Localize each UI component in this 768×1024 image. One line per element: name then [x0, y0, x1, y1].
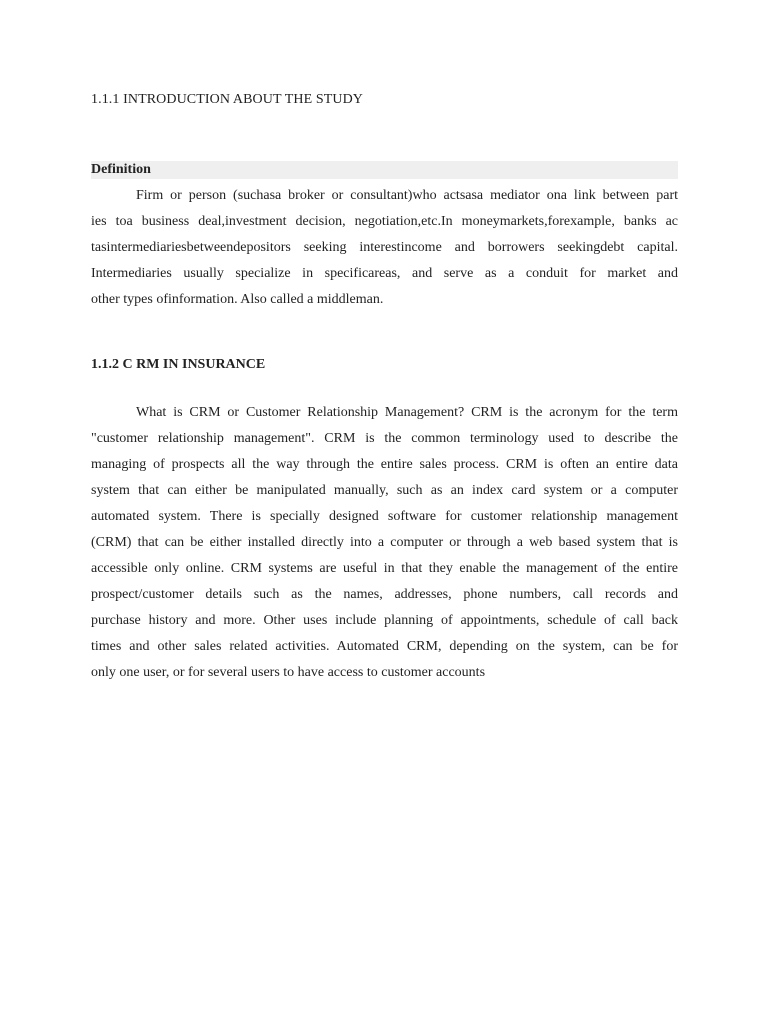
crm-paragraph-line: "customer relationship management". CRM is the common terminology used to describe the: [91, 431, 678, 446]
definition-line: other types ofinformation. Also called a middleman.: [91, 292, 384, 307]
crm-paragraph-line: times and other sales related activities. Automated CRM, depending on the system, can be for: [91, 639, 678, 654]
crm-paragraph-line: accessible only online. CRM systems are useful in that they enable the management of the entire: [91, 561, 678, 576]
definition-line: tasintermediariesbetweendepositors seeking interestincome and borrowers seekingdebt capital.: [91, 240, 678, 255]
section-heading-crm: 1.1.2 C RM IN INSURANCE: [91, 357, 266, 372]
definition-line: Firm or person (suchasa broker or consultant)who actsasa mediator ona link between part: [136, 188, 678, 203]
crm-paragraph-line: What is CRM or Customer Relationship Management? CRM is the acronym for the term: [136, 405, 678, 420]
section-heading-introduction: 1.1.1 INTRODUCTION ABOUT THE STUDY: [91, 92, 363, 107]
crm-paragraph-line: automated system. There is specially designed software for customer relationship management: [91, 509, 678, 524]
definition-title: Definition: [91, 162, 151, 177]
definition-line: Intermediaries usually specialize in specificareas, and serve as a conduit for market and: [91, 266, 678, 281]
crm-paragraph-line: prospect/customer details such as the names, addresses, phone numbers, call records and: [91, 587, 678, 602]
crm-paragraph-line: only one user, or for several users to have access to customer accounts: [91, 665, 486, 680]
crm-paragraph-line: (CRM) that can be either installed directly into a computer or through a web based system that is: [91, 535, 678, 550]
crm-paragraph-line: purchase history and more. Other uses include planning of appointments, schedule of call back: [91, 613, 678, 628]
definition-highlight-bar: [91, 161, 678, 179]
definition-line: ies toa business deal,investment decision, negotiation,etc.In moneymarkets,forexample, banks ac: [91, 214, 678, 229]
crm-paragraph-line: managing of prospects all the way through the entire sales process. CRM is often an entire data: [91, 457, 678, 472]
crm-paragraph-line: system that can either be manipulated manually, such as an index card system or a computer: [91, 483, 678, 498]
